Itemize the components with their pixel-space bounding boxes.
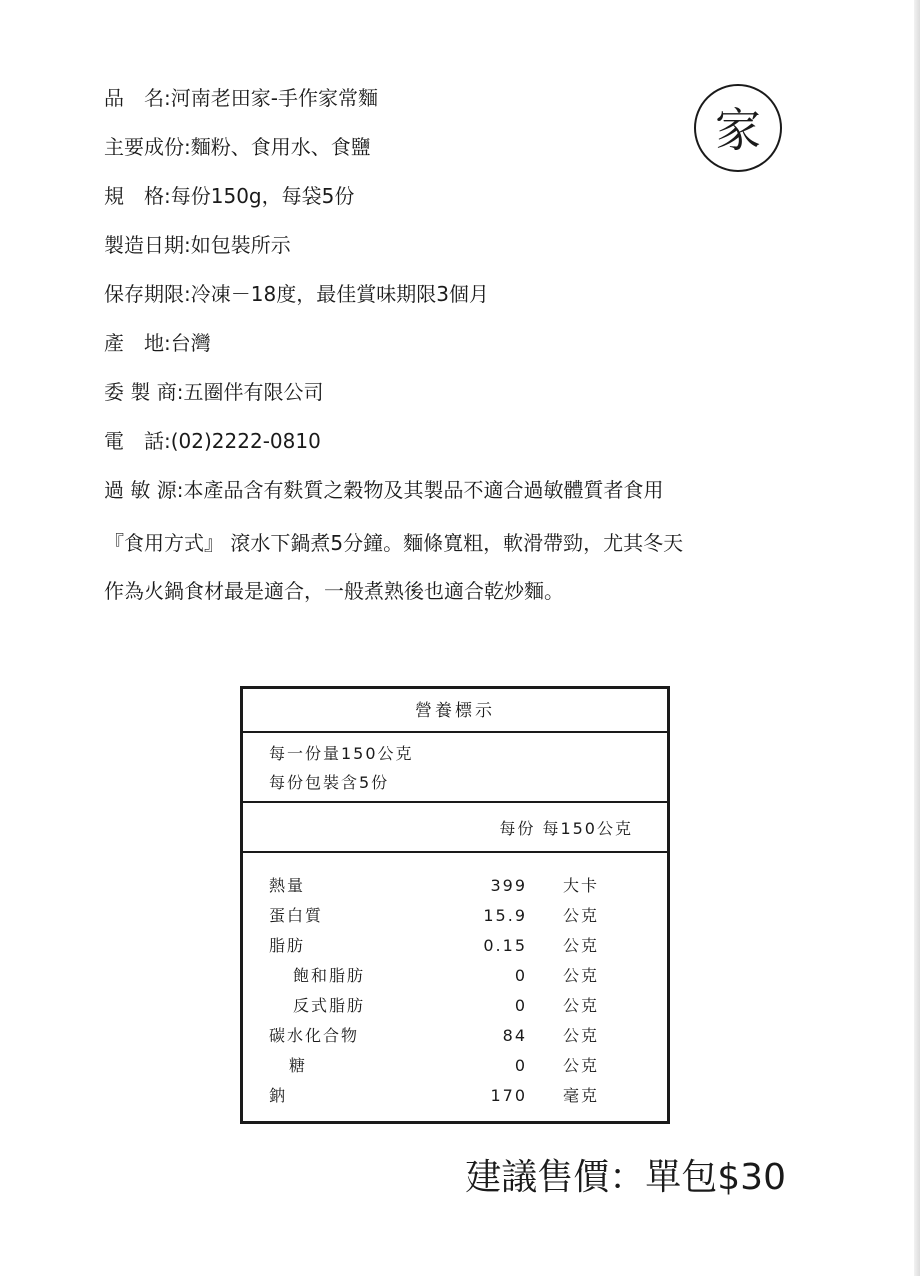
nutrition-facts-table	[240, 686, 670, 1124]
nutrition-rows	[243, 853, 667, 1111]
page-edge	[914, 0, 920, 1276]
nutrition-title: 營養標示	[243, 689, 667, 733]
info-value: (02)2222-0810	[170, 429, 321, 453]
info-label: 電 話:	[104, 429, 171, 453]
nutrient-unit: 毫克	[563, 1086, 600, 1105]
nutrient-name: 飽和脂肪	[293, 966, 366, 985]
nutrition-row	[243, 1081, 667, 1111]
info-value: 台灣	[170, 331, 211, 355]
info-row-shelf-life	[104, 274, 824, 323]
info-label: 產 地:	[104, 331, 171, 355]
nutrition-row	[243, 1021, 667, 1051]
info-label: 規 格:	[104, 184, 171, 208]
nutrient-amount: 0	[514, 996, 527, 1015]
info-value: 本產品含有麩質之穀物及其製品不適合過敏體質者食用	[183, 478, 664, 502]
nutrient-unit: 公克	[563, 996, 600, 1015]
nutrient-unit: 公克	[563, 966, 600, 985]
info-value: 五圈伴有限公司	[183, 380, 324, 404]
nutrient-unit: 大卡	[563, 876, 600, 895]
info-value: 河南老田家-手作家常麵	[170, 86, 378, 110]
info-value: 麵粉、食用水、食鹽	[190, 135, 371, 159]
info-row-mfg-date	[104, 225, 824, 274]
nutrient-unit: 公克	[563, 1026, 600, 1045]
nutrient-name: 鈉	[269, 1086, 288, 1105]
nutrient-amount: 0	[514, 966, 527, 985]
info-label: 保存期限:	[104, 282, 191, 306]
info-row-origin	[104, 323, 824, 372]
nutrient-amount: 0	[514, 1056, 527, 1075]
info-row-manufacturer	[104, 372, 824, 421]
nutrient-amount: 84	[502, 1026, 527, 1045]
info-label: 過 敏 源:	[104, 478, 184, 502]
info-label: 品 名:	[104, 86, 171, 110]
nutrient-amount: 0.15	[483, 936, 527, 955]
nutrient-amount: 170	[490, 1086, 527, 1105]
nutrient-name: 碳水化合物	[269, 1026, 360, 1045]
nutrient-name: 反式脂肪	[293, 996, 366, 1015]
info-value: 每份150g，每袋5份	[170, 184, 355, 208]
usage-instructions	[104, 519, 824, 615]
nutrition-row	[243, 871, 667, 901]
info-label: 委 製 商:	[104, 380, 184, 404]
nutrition-row	[243, 931, 667, 961]
info-value: 如包裝所示	[190, 233, 291, 257]
nutrition-serving-info	[243, 733, 667, 803]
brand-stamp-logo: 家	[694, 84, 782, 172]
nutrient-name: 熱量	[269, 876, 306, 895]
nutrition-row	[243, 1051, 667, 1081]
nutrient-amount: 15.9	[483, 906, 527, 925]
serving-size: 每一份量150公克	[269, 744, 414, 763]
nutrition-column-header: 每份 每150公克	[243, 803, 667, 853]
nutrient-unit: 公克	[563, 936, 600, 955]
nutrient-unit: 公克	[563, 906, 600, 925]
usage-line: 作為火鍋食材最是適合，一般煮熟後也適合乾炒麵。	[104, 579, 564, 603]
info-label: 製造日期:	[104, 233, 191, 257]
nutrient-unit: 公克	[563, 1056, 600, 1075]
nutrition-row	[243, 901, 667, 931]
info-row-allergen	[104, 470, 824, 519]
info-row-spec	[104, 176, 824, 225]
nutrition-row	[243, 991, 667, 1021]
servings-per-pack: 每份包裝含5份	[269, 773, 390, 792]
nutrient-name: 蛋白質	[269, 906, 324, 925]
nutrient-amount: 399	[490, 876, 527, 895]
usage-line: 『食用方式』 滾水下鍋煮5分鐘。麵條寬粗，軟滑帶勁，尤其冬天	[104, 531, 684, 555]
nutrition-row	[243, 961, 667, 991]
nutrient-name: 脂肪	[269, 936, 306, 955]
suggested-price: 建議售價：單包$30	[465, 1157, 786, 1198]
nutrient-name: 糖	[289, 1056, 308, 1075]
info-row-phone	[104, 421, 824, 470]
info-label: 主要成份:	[104, 135, 191, 159]
info-value: 冷凍－18度，最佳賞味期限3個月	[190, 282, 489, 306]
